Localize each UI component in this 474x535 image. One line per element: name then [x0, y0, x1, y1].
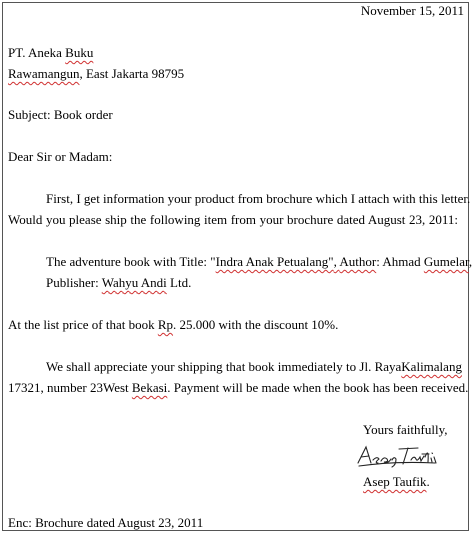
recipient-company-prefix: PT. Aneka: [8, 45, 66, 60]
subject-line: Subject: Book order: [8, 107, 113, 122]
para3-line1: [46, 356, 462, 377]
recipient-city: , East Jakarta 98795: [79, 66, 185, 81]
publisher-label: Publisher:: [46, 275, 102, 290]
item-line1: [46, 251, 472, 272]
recipient-company: [8, 42, 93, 63]
item-author-last: Gumelar: [423, 254, 469, 269]
closing: Yours faithfully,: [363, 422, 448, 437]
price-currency: Rp: [157, 317, 174, 332]
item-label: The adventure book with Title: ": [46, 254, 216, 269]
item-comma: ,: [468, 254, 473, 269]
item-line2: [46, 272, 191, 293]
publisher-suffix: Ltd.: [166, 275, 192, 290]
para1-line1: First, I get information your product from brochure which I attach with this letter.: [46, 191, 471, 206]
price-amount: . 25.000 with the discount 10%.: [173, 317, 339, 332]
signature-period: .: [426, 474, 430, 489]
para3-street-name: Kalimalang: [401, 359, 462, 374]
recipient-street: Rawamangun: [8, 66, 80, 81]
item-sep: ,: [333, 254, 340, 269]
para3-text: We shall appreciate your shipping that book immediately to Jl. Raya: [46, 359, 402, 374]
recipient-company-name: Buku: [65, 45, 94, 60]
signature-name-text: Asep Taufik: [363, 474, 427, 489]
enclosure-note: Enc: Brochure dated August 23, 2011: [8, 515, 204, 530]
recipient-address: [8, 63, 184, 84]
para3-city: Bekasi: [131, 380, 168, 395]
item-author-label: Author: [339, 254, 377, 269]
item-title: Indra Anak Petualang": [215, 254, 334, 269]
para3-payment: . Payment will be made when the book has been received.: [167, 380, 469, 395]
para1-line2: Would you please ship the following item from your brochure dated August 23, 2011:: [8, 212, 458, 227]
price-line: [8, 314, 338, 335]
signature-name: [363, 471, 430, 492]
price-text: At the list price of that book: [8, 317, 158, 332]
item-author-first: : Ahmad: [376, 254, 424, 269]
salutation: Dear Sir or Madam:: [8, 149, 113, 164]
para3-address: 17321, number 23West: [8, 380, 132, 395]
publisher-name: Wahyu Andi: [101, 275, 167, 290]
para3-line2: [8, 377, 468, 398]
letter-date: November 15, 2011: [360, 3, 464, 18]
handwritten-signature: [356, 443, 438, 469]
